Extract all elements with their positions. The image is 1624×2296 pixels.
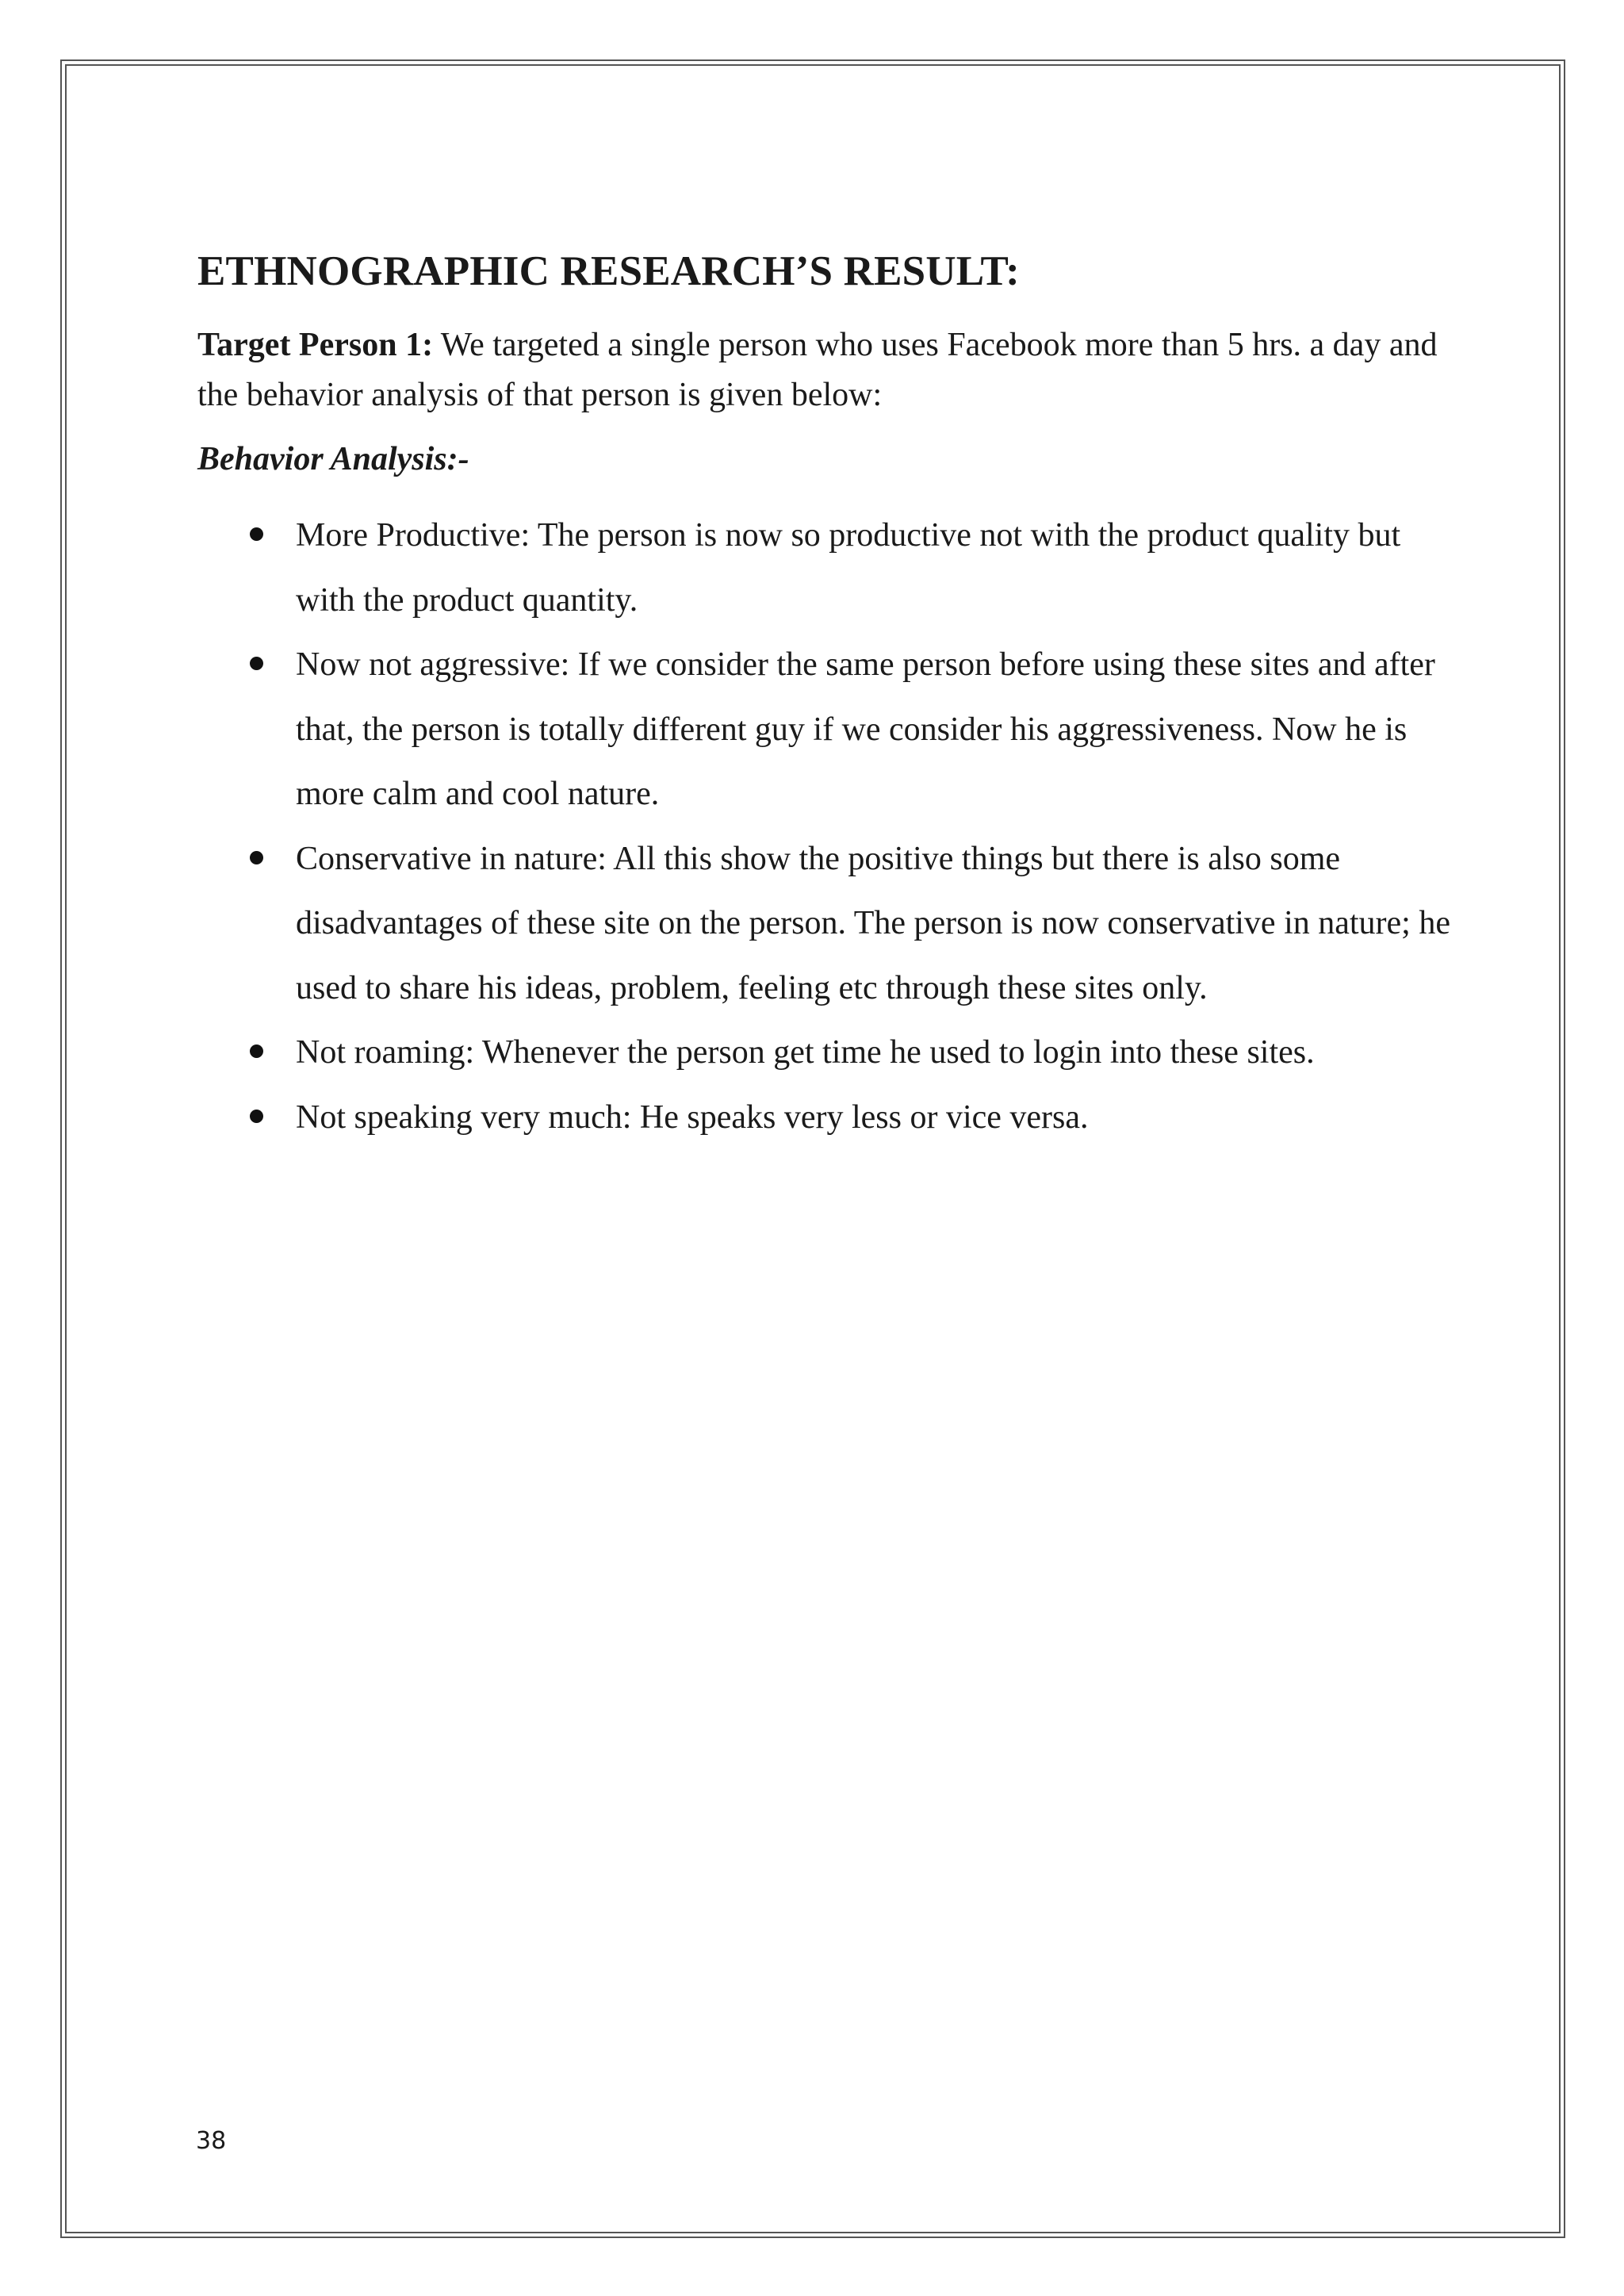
list-item (197, 1086, 1450, 1151)
behavior-analysis-subheading: Behavior Analysis:- (197, 441, 469, 477)
list-item-text: More Productive: The person is now so productive not with the product quality but with the product quantity. (296, 517, 1401, 619)
document-body (197, 246, 1450, 1150)
list-item (197, 1021, 1450, 1086)
list-item-text: Conservative in nature: All this show the positive things but there is also some disadvantages of these site on the person. The person is now conservative in nature; he used to share his ideas, problem, feeling etc through these sites only. (296, 840, 1450, 1006)
list-item (197, 633, 1450, 827)
intro-text: We targeted a single person who uses Facebook more than 5 hrs. a day and the behavior analysis of that person is given below: (197, 327, 1438, 413)
bullet-icon (250, 1110, 263, 1123)
bullet-icon (250, 851, 263, 864)
section-heading: ETHNOGRAPHIC RESEARCH’S RESULT: (197, 248, 1020, 294)
intro-paragraph (197, 320, 1450, 420)
intro-label: Target Person 1: (197, 327, 434, 363)
list-item-text: Not roaming: Whenever the person get time he used to login into these sites. (296, 1034, 1315, 1071)
bullet-icon (250, 657, 263, 670)
list-item-text: Not speaking very much: He speaks very less or vice versa. (296, 1098, 1089, 1136)
bullet-icon (250, 1045, 263, 1058)
list-item-text: Now not aggressive: If we consider the same person before using these sites and after that, the person is totally different guy if we consider his aggressiveness. Now he is more calm and cool nature. (296, 646, 1435, 812)
list-item (197, 827, 1450, 1022)
page-number: 38 (196, 2127, 227, 2155)
behavior-list (197, 504, 1450, 1150)
list-item (197, 504, 1450, 633)
bullet-icon (250, 527, 263, 541)
